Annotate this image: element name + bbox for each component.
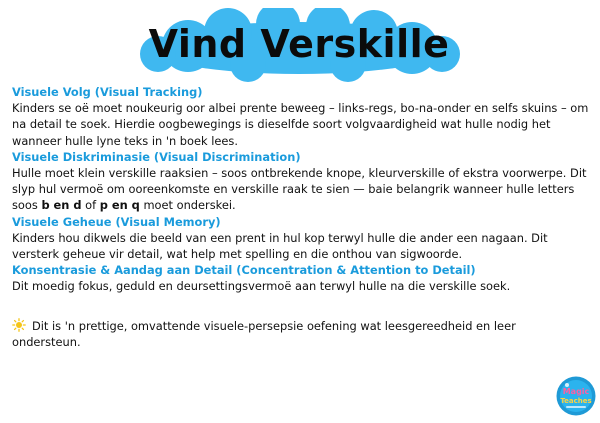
svg-text:Teaches: Teaches	[560, 397, 592, 405]
section-heading-visual-discrimination: Visuele Diskriminasie (Visual Discrimination)	[12, 149, 301, 164]
section-heading-concentration: Konsentrasie & Aandag aan Detail (Concentration & Attention to Detail)	[12, 263, 476, 278]
logo-badge	[556, 376, 596, 416]
title-banner	[128, 8, 470, 82]
bold-letters-b-d: b en d	[41, 198, 82, 213]
section-body-visual-tracking: Kinders se oë moet noukeurig oor albei prente beweeg – links-regs, bo-na-onder en selfs skuins – om na detail te soek. Hierdie oogbewegings is dieselfde soort volgvaardigheid wat hulle nodig het wanneer hulle lyne teks in 'n boek lees.	[12, 101, 589, 148]
section-body-visual-memory: Kinders hou dikwels die beeld van een prent in hul kop terwyl hulle die ander een nagaan. Dit versterk geheue vir detail, wat help met spelling en die onthou van sigwoorde.	[12, 230, 548, 262]
svg-text:Magic: Magic	[562, 387, 590, 396]
body-text: moet onderskei.	[139, 198, 236, 213]
body-text: of	[81, 198, 100, 213]
content-area	[12, 84, 590, 295]
section-heading-visual-tracking: Visuele Volg (Visual Tracking)	[12, 85, 203, 99]
body-text: Hulle moet klein verskille raaksien – soos ontbrekende knope, kleurverskille of ekstra voorwerpe. Dit slyp hul vermoë om ooreenkomste en verskille raak te sien — baie belangrik wanneer hulle letters soos	[12, 166, 587, 213]
summary-note	[12, 318, 572, 350]
section-heading-visual-memory: Visuele Geheue (Visual Memory)	[12, 214, 221, 229]
bold-letters-p-q: p en q	[99, 198, 140, 213]
summary-note-text: Dit is 'n prettige, omvattende visuele-persepsie oefening wat leesgereedheid en leer ondersteun.	[12, 319, 516, 350]
section-body-visual-discrimination	[12, 165, 590, 214]
sun-icon	[12, 318, 26, 332]
page-title: Vind Verskille	[148, 22, 450, 66]
brand-logo	[556, 376, 596, 416]
section-body-concentration: Dit moedig fokus, geduld en deursettingsvermoë aan terwyl hulle na die verskille soek.	[12, 279, 511, 294]
